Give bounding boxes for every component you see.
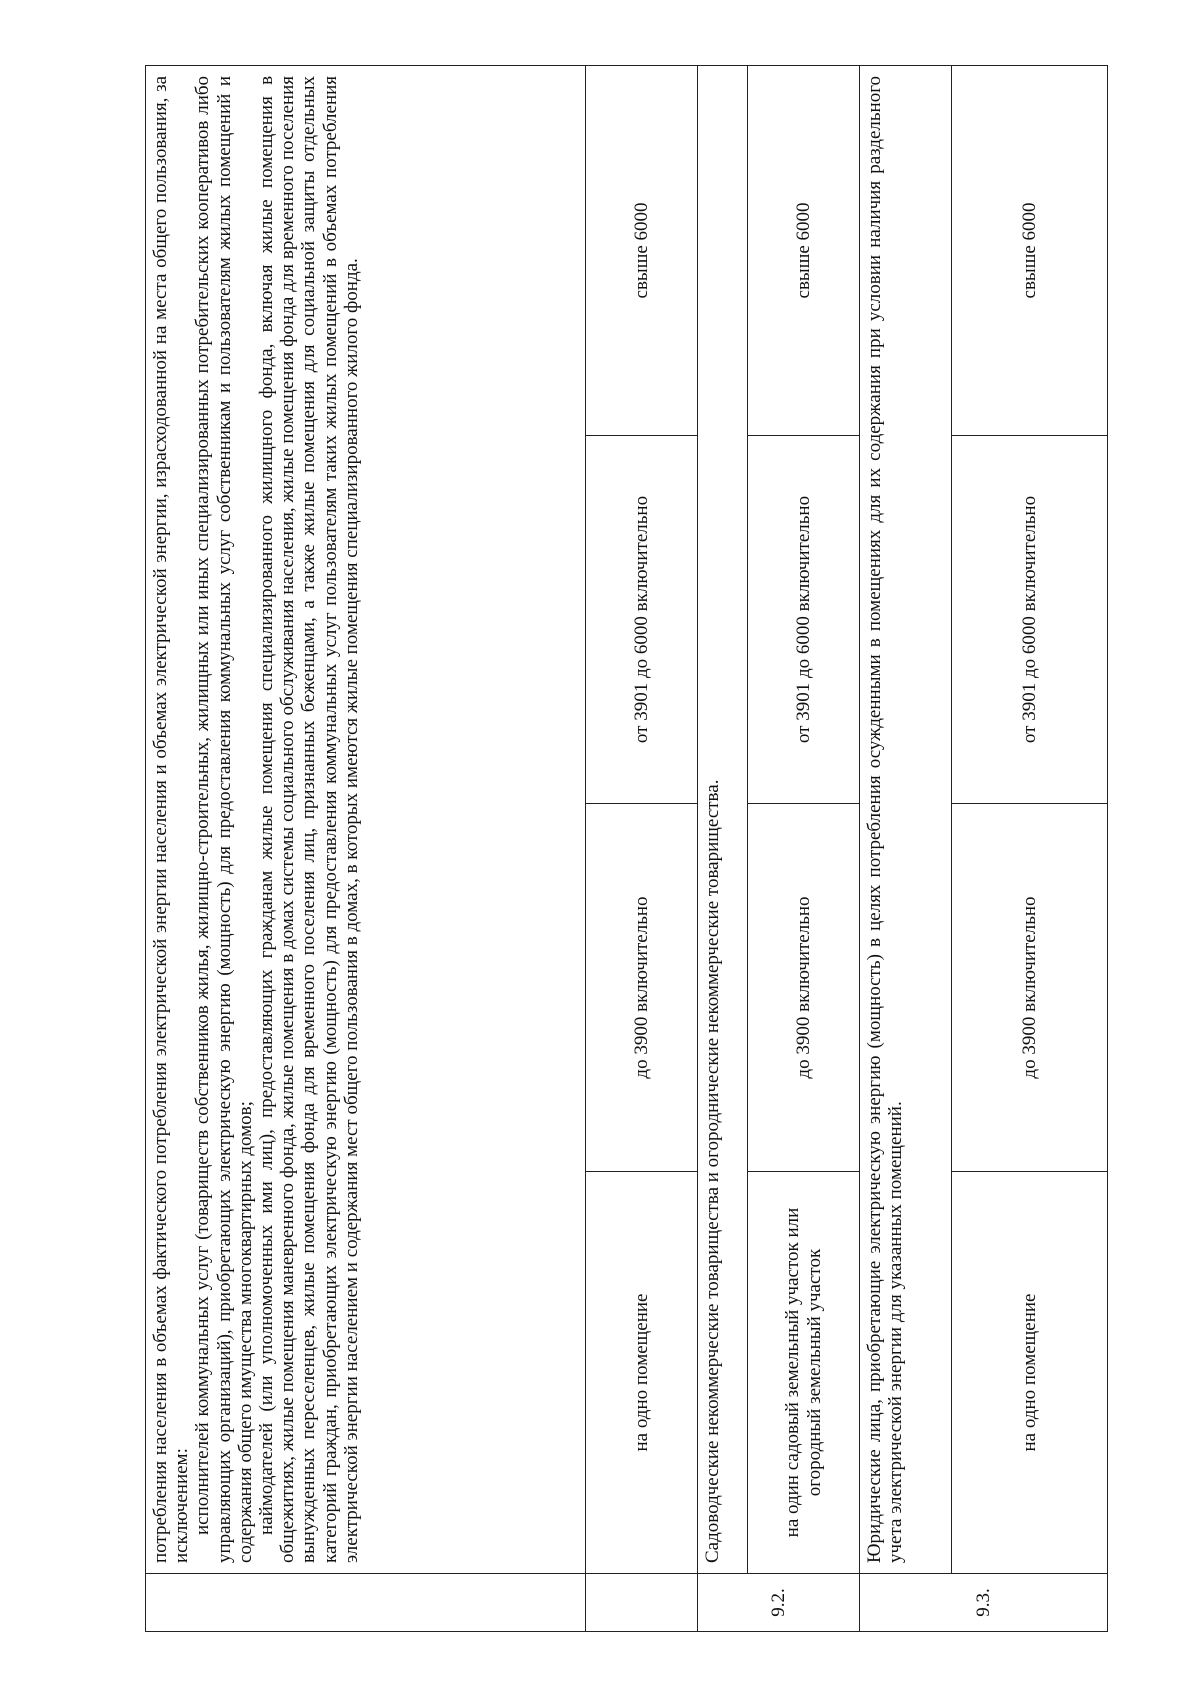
range-cell-1: до 3900 включительно [748,804,860,1172]
exception-paragraph-2: наймодателей (или уполномоченных ими лиц), предоставляющих гражданам жилые помещения специализированного жилищного фонда, включая жилые помещения в общежитиях, жилые помещения маневренного фонда, жилые помещения в домах системы социального обслуживания населения, жилые помещения фонда для временного поселения вынужденных переселенцев, жилые помещения фонда для временного поселения лиц, признанных беженцами, а также жилые помещения для социальной защиты отдельных категорий граждан, приобретающих электрическую энергию (мощность) для предоставления коммунальных услуг пользователям таких жилых помещений в объемах потребления электрической энергии населением и содержания мест общего пользования в домах, в которых имеются жилые помещения специализированного жилого фонда. [256,75,362,1563]
range-cell-3: свыше 6000 [952,65,1108,435]
range-cell-1: до 3900 включительно [586,804,698,1172]
table-row [952,65,1108,1631]
section-number: 9.3. [860,1574,1108,1632]
exception-paragraph-1: исполнителей коммунальных услуг (товариществ собственников жилья, жилищно-строительных, жилищных или иных специализированных потребительских кооперативов либо управляющих организаций), приобретающих электрическую энергию (мощность) для предоставления коммунальных услуг собственникам и пользователям жилых помещений и содержания общего имущества многоквартирных домов; [192,75,256,1563]
consumer-unit-label: на один садовый земельный участок или огородный земельный участок [748,1172,860,1574]
exceptions-text-cell [146,65,586,1573]
table-row [586,65,698,1631]
table-row [748,65,860,1631]
range-cell-2: от 3901 до 6000 включительно [952,436,1108,804]
table-row [146,65,586,1631]
row-number-empty [146,1574,586,1632]
section-title: Юридические лица, приобретающие электрическую энергию (мощность) в целях потребления осужденными в помещениях для их содержания при условии наличия раздельного учета электрической энергии для указанных помещений. [860,65,952,1573]
range-cell-2: от 3901 до 6000 включительно [748,436,860,804]
section-title: Садоводческие некоммерческие товарищества и огороднические некоммерческие товарищества. [698,65,748,1573]
range-cell-2: от 3901 до 6000 включительно [586,436,698,804]
table-row [698,65,748,1631]
range-cell-1: до 3900 включительно [952,804,1108,1172]
table-row [860,65,952,1631]
consumer-unit-label: на одно помещение [952,1172,1108,1574]
consumer-unit-label: на одно помещение [586,1172,698,1574]
intro-paragraph: потребления населения в объемах фактического потребления электрической энергии населения и объемах электрической энергии, израсходованной на места общего пользования, за исключением: [150,75,193,1563]
range-cell-3: свыше 6000 [748,65,860,435]
row-number-empty [586,1574,698,1632]
rotated-page [145,66,1107,1632]
tariff-table [145,65,1108,1632]
section-number: 9.2. [698,1574,860,1632]
range-cell-3: свыше 6000 [586,65,698,435]
